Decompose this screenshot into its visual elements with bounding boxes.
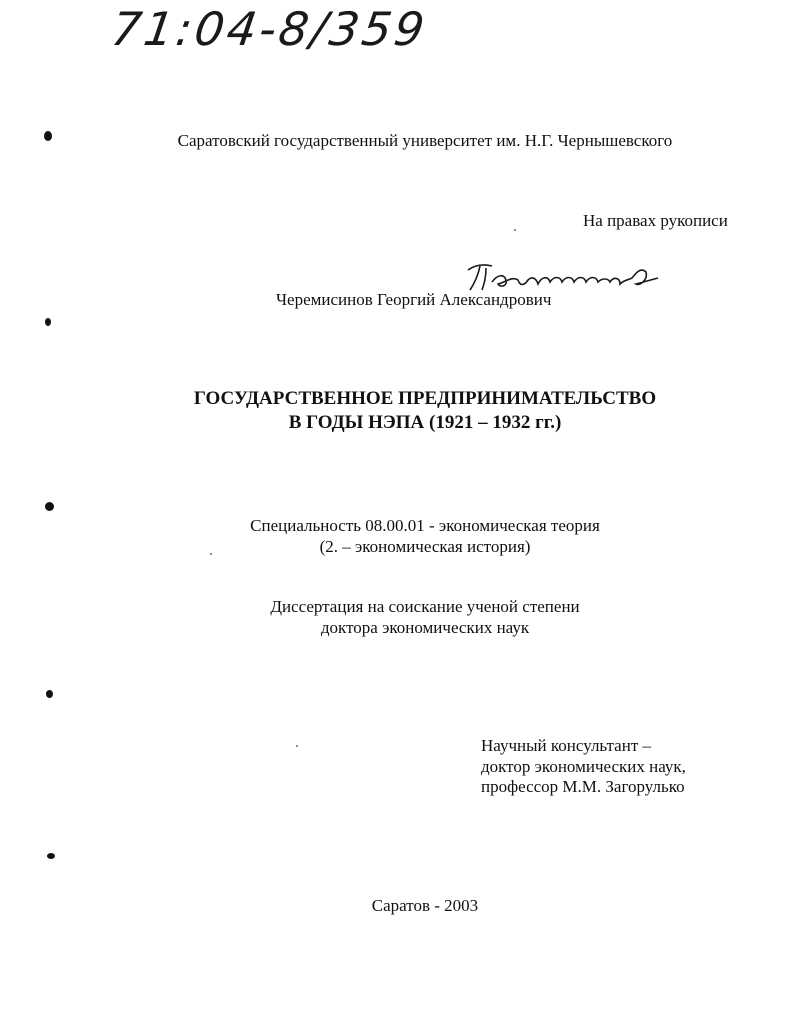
binding-hole-mark bbox=[45, 502, 54, 511]
specialty-line2: (2. – экономическая история) bbox=[319, 537, 531, 556]
scan-speck bbox=[296, 745, 298, 747]
archive-code-handwritten: 71:04-8/359 bbox=[108, 2, 431, 56]
advisor-line2: доктор экономических наук, bbox=[481, 757, 686, 776]
manuscript-rights: На правах рукописи bbox=[583, 211, 728, 230]
city-year: Саратов - 2003 bbox=[371, 896, 479, 915]
binding-hole-mark bbox=[45, 318, 51, 326]
advisor-line3: профессор М.М. Загорулько bbox=[481, 777, 685, 796]
binding-hole-mark bbox=[46, 690, 53, 698]
author-name: Черемисинов Георгий Александрович bbox=[276, 290, 552, 309]
advisor-line1: Научный консультант – bbox=[481, 736, 651, 755]
degree-line2: доктора экономических наук bbox=[320, 618, 530, 637]
university-name: Саратовский государственный университет им. Н.Г. Чернышевского bbox=[177, 131, 673, 150]
specialty-line1: Специальность 08.00.01 - экономическая теория bbox=[250, 516, 600, 535]
signature-text: Черемисинов bbox=[462, 256, 468, 257]
dissertation-title-line1: ГОСУДАРСТВЕННОЕ ПРЕДПРИНИМАТЕЛЬСТВО bbox=[193, 388, 657, 409]
degree-line1: Диссертация на соискание ученой степени bbox=[270, 597, 580, 616]
scan-speck bbox=[514, 229, 516, 231]
dissertation-title-line2: В ГОДЫ НЭПА (1921 – 1932 гг.) bbox=[288, 412, 562, 433]
binding-hole-mark bbox=[47, 853, 55, 859]
